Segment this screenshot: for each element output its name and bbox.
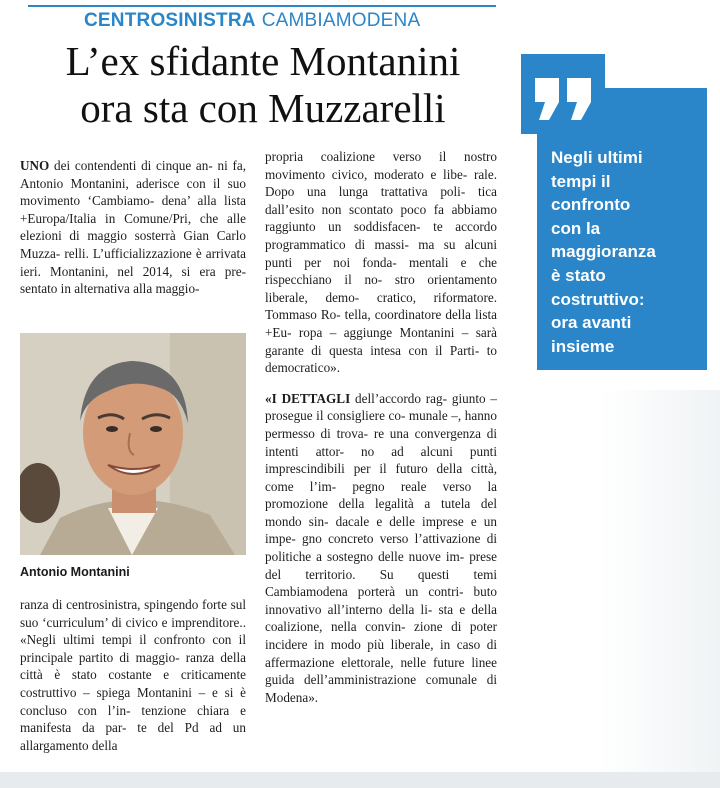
- headline-line-1: L’ex sfidante Montanini: [65, 38, 461, 84]
- text-line: dell’amministrazione comunale di: [304, 672, 497, 688]
- text-line: rale. Dopo una lunga trattativa poli-: [265, 166, 497, 200]
- lead-phrase: «I DETTAGLI: [265, 390, 351, 406]
- text-line: Montanini – e si è concluso con l’in-: [20, 684, 246, 718]
- text-line: te accordo programmatico di massi-: [265, 219, 497, 252]
- text-line: per il futuro della città, come l’im-: [265, 461, 497, 494]
- text-line: Cambiamodena porterà un contri-: [265, 584, 464, 600]
- quote-line: insieme: [551, 336, 615, 356]
- page-shadow: [600, 390, 720, 788]
- article-column-1-bottom: [20, 596, 246, 754]
- text-line: abbiamo raggiunto un soddisfacen-: [265, 201, 497, 235]
- text-line: politiche a sostegno delle nuove im-: [265, 549, 465, 565]
- text-line: maggio sosterrà Gian Carlo Muzza-: [20, 228, 246, 261]
- text-line: sta e della coalizione, nella convin-: [265, 601, 498, 635]
- article-paragraph-2: [20, 596, 246, 754]
- text-line: tenzione chiara e manifesta da par-: [20, 702, 247, 736]
- text-line: e imprenditore..: [161, 614, 246, 630]
- article-column-1-top: [20, 157, 246, 298]
- page-edge: [0, 772, 720, 788]
- text-line: garante di questa intesa con il Parti-: [265, 342, 480, 358]
- kicker-topic: CAMBIAMODENA: [261, 10, 421, 31]
- quote-line: è stato: [551, 265, 606, 285]
- text-line: gno concreto verso l’attivazione di: [302, 531, 497, 547]
- text-line: tella, coordinatore della lista +Eu-: [265, 307, 497, 340]
- text-line: elettorale, nelle future linee guida: [265, 654, 497, 688]
- headline: [28, 38, 498, 132]
- text-line: giunto – prosegue il consigliere co-: [265, 390, 498, 424]
- text-line: liberale, in caso di affermazione: [265, 637, 497, 670]
- text-line: dena’ alla lista +Europa/Italia in: [20, 193, 246, 226]
- text-line: cratico, riformatore. Tommaso Ro-: [265, 289, 498, 323]
- quote-line: con la: [551, 218, 601, 238]
- article-paragraph-3: [265, 148, 497, 377]
- portrait-illustration: [20, 333, 246, 555]
- text-line: zione di poter incidere in modo più: [265, 619, 497, 653]
- text-line: con il principale partito di maggio-: [20, 632, 246, 665]
- pull-quote-text: [551, 146, 701, 358]
- text-line: movimento civico, moderato e libe-: [265, 166, 468, 182]
- article-paragraph-4: [265, 390, 497, 707]
- quote-mark-box: [521, 54, 605, 134]
- text-line: re una convergenza di intenti attor-: [265, 425, 497, 459]
- text-line: munale –, hanno permesso di trova-: [265, 408, 497, 441]
- article-column-2: [265, 148, 497, 706]
- text-line: stro orientamento liberale, demo-: [265, 272, 498, 305]
- photo-caption: Antonio Montanini: [20, 565, 130, 579]
- text-line: Modena».: [265, 689, 319, 705]
- text-line: to democratico».: [265, 342, 497, 376]
- quote-line: Negli ultimi: [551, 148, 643, 167]
- article-paragraph-1: [20, 157, 246, 298]
- text-line: te del Pd ad un allargamento della: [20, 720, 246, 753]
- text-line: ranza di centrosinistra, spingendo: [20, 597, 199, 612]
- text-line: ropa – aggiunge Montanini – sarà: [298, 324, 498, 340]
- text-line: ma su alcuni punti per noi fonda-: [265, 236, 498, 270]
- top-rule: [28, 5, 496, 7]
- text-line: Comune/Pri, che alle elezioni di: [20, 210, 247, 244]
- text-line: ranza della città è stato costante e: [20, 649, 246, 683]
- text-line: buto innovativo all’interno della li-: [265, 584, 497, 617]
- text-line: ni fa, Antonio Montanini, aderisce: [20, 158, 246, 191]
- text-line: dacale e delle imprese e un impe-: [265, 513, 497, 547]
- text-line: sentato in alternativa alla maggio-: [20, 281, 200, 297]
- text-line: propria coalizione verso il nostro: [265, 149, 497, 164]
- text-line: tica dall’esito non scontato poco fa: [265, 184, 498, 217]
- text-line: dei contendenti di cinque an-: [54, 158, 213, 173]
- portrait-photo: [20, 333, 246, 555]
- quote-line: confronto: [551, 195, 631, 215]
- text-line: forte sul suo ‘curriculum’ di civico: [20, 597, 246, 630]
- text-line: criticamente costruttivo – spiega: [20, 667, 246, 700]
- lead-word: UNO: [20, 158, 50, 173]
- quote-line: tempi il: [551, 171, 611, 191]
- quote-line: costruttivo:: [551, 289, 645, 309]
- text-line: ieri. Montanini, nel 2014, si era pre-: [20, 263, 246, 279]
- text-line: mentali e che rispecchiano il no-: [265, 254, 498, 288]
- text-line: relli. L’ufficializzazione è arrivata: [64, 245, 247, 261]
- quote-mark-icon: [521, 54, 605, 134]
- text-line: «Negli ultimi tempi il confronto: [20, 632, 206, 648]
- kicker: [84, 10, 420, 32]
- headline-line-2: ora sta con Muzzarelli: [80, 85, 446, 131]
- text-line: con il suo movimento ‘Cambiamo-: [20, 175, 246, 209]
- kicker-section: CENTROSINISTRA: [84, 10, 256, 31]
- text-line: pegno reale verso la promozione: [265, 478, 497, 512]
- text-line: no ad alcuni punti imprescindibili: [265, 443, 497, 477]
- quote-line: ora avanti: [551, 313, 632, 333]
- text-line: dell’accordo rag-: [350, 390, 448, 406]
- text-line: prese del territorio. Su questi temi: [265, 549, 498, 582]
- text-line: della legalità a tutela del mondo sin-: [265, 496, 498, 529]
- quote-line: maggioranza: [551, 242, 656, 262]
